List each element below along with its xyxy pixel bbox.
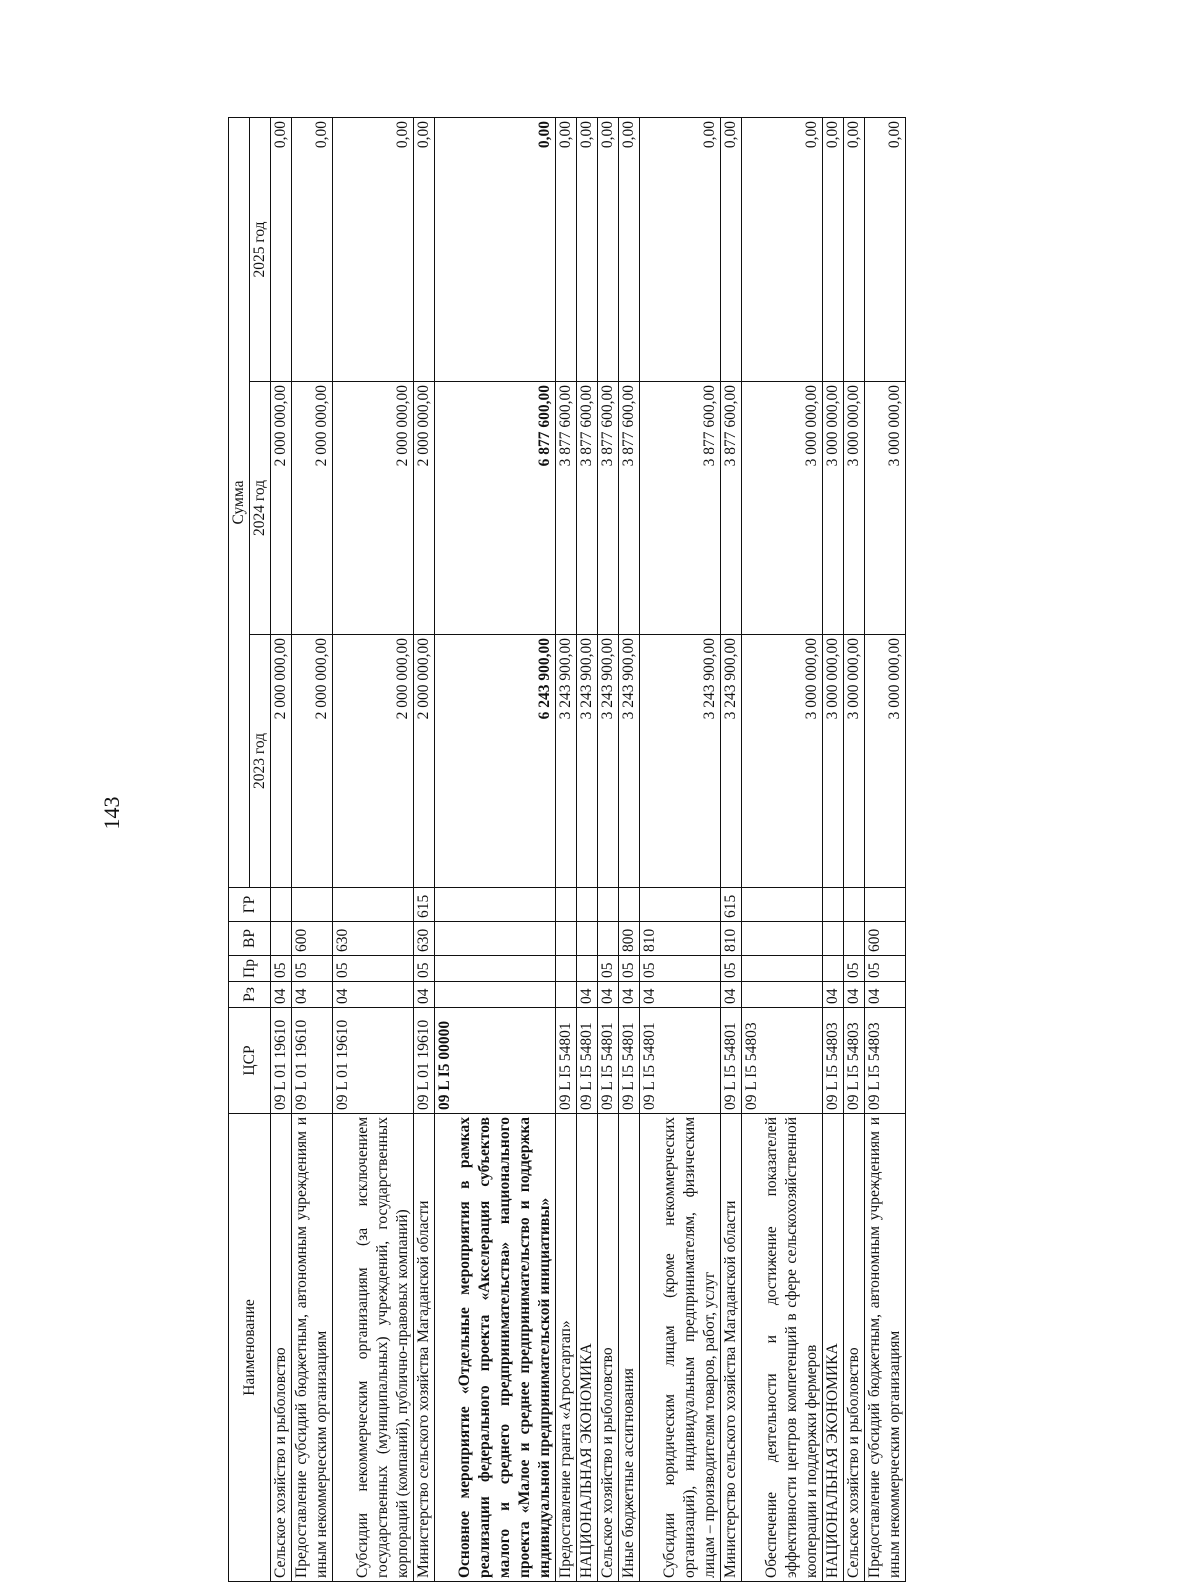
header-2023: 2023 год	[250, 635, 271, 888]
cell-2023: 3 000 000,00	[865, 635, 906, 888]
header-name: Наименование	[229, 1114, 271, 1582]
cell-2023: 6 243 900,00	[435, 635, 556, 888]
cell-2024: 3 000 000,00	[742, 382, 823, 635]
cell-gr: 615	[414, 888, 435, 922]
header-pr: Пр	[229, 956, 271, 982]
cell-vr: 800	[619, 922, 640, 956]
table-row	[865, 117, 906, 1581]
header-rz: Рз	[229, 982, 271, 1008]
cell-gr	[577, 888, 598, 922]
cell-name: Сельское хозяйство и рыболовство	[598, 1114, 619, 1582]
cell-csr: 09 L I5 54801	[640, 1008, 721, 1114]
cell-rz: 04	[844, 982, 865, 1008]
cell-rz: 04	[414, 982, 435, 1008]
cell-csr: 09 L 01 19610	[414, 1008, 435, 1114]
cell-pr: 05	[598, 956, 619, 982]
cell-2024: 3 877 600,00	[619, 382, 640, 635]
cell-rz	[435, 982, 556, 1008]
cell-rz: 04	[865, 982, 906, 1008]
cell-gr: 615	[721, 888, 742, 922]
cell-name: Предоставление гранта «Агростартап»	[556, 1114, 577, 1582]
cell-2025: 0,00	[414, 117, 435, 381]
cell-pr: 05	[844, 956, 865, 982]
page-number: 143	[99, 796, 124, 830]
cell-vr	[271, 922, 292, 956]
cell-csr: 09 L 01 19610	[292, 1008, 333, 1114]
cell-vr	[844, 922, 865, 956]
cell-csr: 09 L I5 54801	[721, 1008, 742, 1114]
cell-2025: 0,00	[823, 117, 844, 381]
cell-rz: 04	[619, 982, 640, 1008]
cell-2023: 3 243 900,00	[640, 635, 721, 888]
cell-2025: 0,00	[865, 117, 906, 381]
cell-csr: 09 L I5 54803	[823, 1008, 844, 1114]
cell-pr	[435, 956, 556, 982]
cell-2025: 0,00	[292, 117, 333, 381]
cell-gr	[865, 888, 906, 922]
cell-rz: 04	[271, 982, 292, 1008]
cell-vr	[742, 922, 823, 956]
cell-2025: 0,00	[742, 117, 823, 381]
cell-name: Обеспечение деятельности и достижение показателей эффективности центров компетенций в сфере сельскохозяйственной кооперации и поддержки фермеров	[742, 1114, 823, 1582]
cell-name: Сельское хозяйство и рыболовство	[844, 1114, 865, 1582]
cell-rz: 04	[577, 982, 598, 1008]
budget-table	[228, 117, 906, 1582]
cell-2025: 0,00	[271, 117, 292, 381]
cell-2024: 3 877 600,00	[598, 382, 619, 635]
cell-gr	[742, 888, 823, 922]
cell-csr: 09 L I5 54803	[844, 1008, 865, 1114]
cell-gr	[292, 888, 333, 922]
budget-table-container	[228, 118, 954, 1582]
cell-2023: 3 243 900,00	[619, 635, 640, 888]
cell-rz: 04	[292, 982, 333, 1008]
cell-2023: 3 000 000,00	[823, 635, 844, 888]
cell-csr: 09 L 01 19610	[333, 1008, 414, 1114]
header-csr: ЦСР	[229, 1008, 271, 1114]
cell-gr	[619, 888, 640, 922]
header-2025: 2025 год	[250, 117, 271, 381]
cell-pr: 05	[865, 956, 906, 982]
cell-2023: 3 000 000,00	[742, 635, 823, 888]
cell-name: Министерство сельского хозяйства Магаданской области	[721, 1114, 742, 1582]
cell-vr: 810	[721, 922, 742, 956]
table-row	[271, 117, 292, 1581]
cell-pr: 05	[414, 956, 435, 982]
cell-vr: 810	[640, 922, 721, 956]
cell-2025: 0,00	[640, 117, 721, 381]
cell-2023: 2 000 000,00	[292, 635, 333, 888]
cell-gr	[640, 888, 721, 922]
cell-pr	[577, 956, 598, 982]
cell-csr: 09 L 01 19610	[271, 1008, 292, 1114]
cell-2025: 0,00	[556, 117, 577, 381]
table-row	[742, 117, 823, 1581]
cell-name: Иные бюджетные ассигнования	[619, 1114, 640, 1582]
cell-vr	[435, 922, 556, 956]
cell-pr	[556, 956, 577, 982]
cell-rz: 04	[823, 982, 844, 1008]
cell-2024: 2 000 000,00	[333, 382, 414, 635]
cell-2024: 3 877 600,00	[556, 382, 577, 635]
cell-name: Основное мероприятие «Отдельные мероприятия в рамках реализации федерального проекта «Акселерация субъектов малого и среднего предпринимательства» национального проекта «Малое и среднее предпринимательство и поддержка индивидуальной предпринимательской инициативы»	[435, 1114, 556, 1582]
cell-rz: 04	[333, 982, 414, 1008]
cell-pr: 05	[619, 956, 640, 982]
cell-2025: 0,00	[619, 117, 640, 381]
cell-2024: 2 000 000,00	[414, 382, 435, 635]
cell-gr	[844, 888, 865, 922]
cell-2023: 2 000 000,00	[271, 635, 292, 888]
cell-name: Предоставление субсидий бюджетным, автономным учреждениям и иным некоммерческим организациям	[292, 1114, 333, 1582]
cell-rz	[556, 982, 577, 1008]
cell-name: Субсидии некоммерческим организациям (за исключением государственных (муниципальных) учреждений, государственных корпораций (компаний), публично-правовых компаний)	[333, 1114, 414, 1582]
cell-gr	[598, 888, 619, 922]
cell-name: Сельское хозяйство и рыболовство	[271, 1114, 292, 1582]
cell-vr	[823, 922, 844, 956]
cell-rz	[742, 982, 823, 1008]
table-row	[577, 117, 598, 1581]
cell-name: Министерство сельского хозяйства Магаданской области	[414, 1114, 435, 1582]
cell-2024: 3 877 600,00	[577, 382, 598, 635]
cell-2023: 3 243 900,00	[577, 635, 598, 888]
cell-2025: 0,00	[333, 117, 414, 381]
table-row	[333, 117, 414, 1581]
cell-pr: 05	[271, 956, 292, 982]
table-row	[414, 117, 435, 1581]
cell-gr	[271, 888, 292, 922]
cell-pr: 05	[292, 956, 333, 982]
table-row	[721, 117, 742, 1581]
cell-rz: 04	[640, 982, 721, 1008]
cell-2024: 3 000 000,00	[823, 382, 844, 635]
cell-2024: 3 000 000,00	[865, 382, 906, 635]
cell-name: Субсидии юридическим лицам (кроме некоммерческих организаций), индивидуальным предпринимателям, физическим лицам – производителям товаров, работ, услуг	[640, 1114, 721, 1582]
cell-2025: 0,00	[435, 117, 556, 381]
cell-2025: 0,00	[721, 117, 742, 381]
table-row	[292, 117, 333, 1581]
cell-csr: 09 L I5 00000	[435, 1008, 556, 1114]
cell-pr: 05	[721, 956, 742, 982]
table-row	[435, 117, 556, 1581]
header-vr: ВР	[229, 922, 271, 956]
cell-gr	[333, 888, 414, 922]
cell-pr: 05	[333, 956, 414, 982]
cell-2024: 2 000 000,00	[271, 382, 292, 635]
header-2024: 2024 год	[250, 382, 271, 635]
table-row	[823, 117, 844, 1581]
cell-csr: 09 L I5 54801	[598, 1008, 619, 1114]
cell-pr	[823, 956, 844, 982]
cell-csr: 09 L I5 54801	[556, 1008, 577, 1114]
cell-rz: 04	[598, 982, 619, 1008]
cell-2025: 0,00	[844, 117, 865, 381]
cell-gr	[823, 888, 844, 922]
header-sum: Сумма	[229, 117, 250, 887]
header-gr: ГР	[229, 888, 271, 922]
cell-csr: 09 L I5 54803	[742, 1008, 823, 1114]
cell-name: Предоставление субсидий бюджетным, автономным учреждениям и иным некоммерческим организациям	[865, 1114, 906, 1582]
cell-2025: 0,00	[598, 117, 619, 381]
cell-csr: 09 L I5 54801	[619, 1008, 640, 1114]
cell-csr: 09 L I5 54801	[577, 1008, 598, 1114]
cell-2024: 3 000 000,00	[844, 382, 865, 635]
cell-2023: 3 243 900,00	[721, 635, 742, 888]
cell-2024: 3 877 600,00	[721, 382, 742, 635]
cell-vr: 600	[865, 922, 906, 956]
table-row	[844, 117, 865, 1581]
cell-gr	[556, 888, 577, 922]
cell-pr	[742, 956, 823, 982]
cell-2024: 6 877 600,00	[435, 382, 556, 635]
cell-2023: 3 243 900,00	[598, 635, 619, 888]
cell-vr: 600	[292, 922, 333, 956]
cell-2023: 2 000 000,00	[414, 635, 435, 888]
cell-2023: 2 000 000,00	[333, 635, 414, 888]
cell-gr	[435, 888, 556, 922]
cell-vr	[598, 922, 619, 956]
table-row	[619, 117, 640, 1581]
cell-2024: 3 877 600,00	[640, 382, 721, 635]
cell-vr	[556, 922, 577, 956]
cell-rz: 04	[721, 982, 742, 1008]
cell-name: НАЦИОНАЛЬНАЯ ЭКОНОМИКА	[823, 1114, 844, 1582]
cell-2023: 3 243 900,00	[556, 635, 577, 888]
cell-csr: 09 L I5 54803	[865, 1008, 906, 1114]
cell-vr: 630	[333, 922, 414, 956]
cell-name: НАЦИОНАЛЬНАЯ ЭКОНОМИКА	[577, 1114, 598, 1582]
table-row	[556, 117, 577, 1581]
cell-vr	[577, 922, 598, 956]
header-row-1	[229, 117, 250, 1581]
table-row	[598, 117, 619, 1581]
cell-vr: 630	[414, 922, 435, 956]
cell-2023: 3 000 000,00	[844, 635, 865, 888]
table-row	[640, 117, 721, 1581]
cell-2024: 2 000 000,00	[292, 382, 333, 635]
cell-2025: 0,00	[577, 117, 598, 381]
cell-pr: 05	[640, 956, 721, 982]
